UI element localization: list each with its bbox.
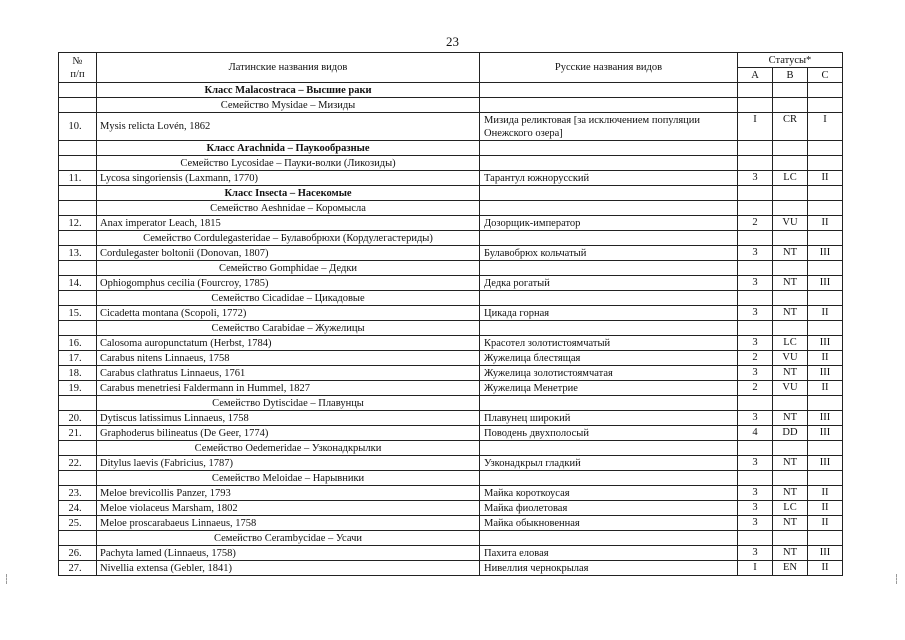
empty-num-cell [59,98,97,113]
empty-num-cell [59,141,97,156]
species-row [59,216,843,231]
row-number: 22. [59,456,97,471]
family-header-row [59,396,843,411]
empty-status-cell [808,441,843,456]
family-header-row [59,291,843,306]
status-b: NT [773,486,808,501]
russian-name: Пахита еловая [480,546,738,561]
status-b: NT [773,456,808,471]
status-c: III [808,336,843,351]
latin-name: Calosoma auropunctatum (Herbst, 1784) [97,336,480,351]
empty-status-cell [808,201,843,216]
status-a: 3 [738,516,773,531]
empty-status-cell [773,531,808,546]
empty-status-cell [738,141,773,156]
empty-russian-cell [480,531,738,546]
latin-name: Ophiogomphus cecilia (Fourcroy, 1785) [97,276,480,291]
empty-status-cell [773,186,808,201]
russian-name: Узконадкрыл гладкий [480,456,738,471]
class-header-row [59,83,843,98]
latin-name: Meloe violaceus Marsham, 1802 [97,501,480,516]
header-status-b: В [773,68,808,83]
status-a: 3 [738,546,773,561]
empty-russian-cell [480,471,738,486]
empty-num-cell [59,531,97,546]
status-a: I [738,561,773,576]
russian-name: Жужелица золотистоямчатая [480,366,738,381]
empty-status-cell [738,231,773,246]
status-a: 3 [738,246,773,261]
russian-name: Жужелица Менетрие [480,381,738,396]
family-header-row [59,98,843,113]
status-c: III [808,276,843,291]
latin-name: Cordulegaster boltonii (Donovan, 1807) [97,246,480,261]
row-number: 25. [59,516,97,531]
family-title: Семейство Cicadidae – Цикадовые [97,291,480,306]
empty-status-cell [808,141,843,156]
status-b: DD [773,426,808,441]
row-number: 24. [59,501,97,516]
empty-status-cell [738,471,773,486]
family-header-row [59,261,843,276]
empty-status-cell [738,531,773,546]
russian-name: Майка обыкновенная [480,516,738,531]
empty-status-cell [773,261,808,276]
empty-status-cell [808,98,843,113]
empty-status-cell [808,531,843,546]
status-c: II [808,486,843,501]
page-number: 23 [446,34,459,49]
empty-num-cell [59,321,97,336]
empty-russian-cell [480,156,738,171]
status-b: EN [773,561,808,576]
empty-status-cell [773,201,808,216]
status-b: CR [773,113,808,141]
species-row [59,351,843,366]
status-c: III [808,456,843,471]
empty-num-cell [59,186,97,201]
row-number: 15. [59,306,97,321]
header-status-a: А [738,68,773,83]
species-row [59,171,843,186]
russian-name: Поводень двухполосый [480,426,738,441]
header-num: № п/п [59,53,97,83]
status-c: II [808,516,843,531]
empty-russian-cell [480,186,738,201]
species-row [59,246,843,261]
class-header-row [59,186,843,201]
status-b: VU [773,381,808,396]
status-b: LC [773,501,808,516]
species-row [59,501,843,516]
empty-status-cell [738,396,773,411]
empty-russian-cell [480,261,738,276]
empty-status-cell [808,186,843,201]
row-number: 26. [59,546,97,561]
status-b: NT [773,246,808,261]
status-a: 2 [738,351,773,366]
status-c: III [808,246,843,261]
row-number: 27. [59,561,97,576]
row-number: 23. [59,486,97,501]
empty-num-cell [59,83,97,98]
status-b: LC [773,171,808,186]
status-b: NT [773,546,808,561]
family-header-row [59,441,843,456]
species-row [59,486,843,501]
status-a: I [738,113,773,141]
empty-russian-cell [480,291,738,306]
family-title: Семейство Lycosidae – Пауки-волки (Ликозиды) [97,156,480,171]
class-title: Класс Malacostraca – Высшие раки [97,83,480,98]
header-statuses: Статусы* [738,53,843,68]
status-b: LC [773,336,808,351]
row-number: 11. [59,171,97,186]
row-number: 19. [59,381,97,396]
family-title: Семейство Cerambycidae – Усачи [97,531,480,546]
empty-status-cell [738,441,773,456]
status-c: II [808,501,843,516]
status-c: II [808,306,843,321]
empty-russian-cell [480,396,738,411]
status-a: 3 [738,501,773,516]
russian-name: Цикада горная [480,306,738,321]
empty-russian-cell [480,441,738,456]
status-c: II [808,351,843,366]
empty-status-cell [738,201,773,216]
empty-num-cell [59,156,97,171]
status-a: 3 [738,411,773,426]
russian-name: Майка короткоусая [480,486,738,501]
latin-name: Carabus clathratus Linnaeus, 1761 [97,366,480,381]
empty-num-cell [59,201,97,216]
status-b: VU [773,351,808,366]
status-c: II [808,381,843,396]
family-header-row [59,531,843,546]
species-row [59,366,843,381]
row-number: 17. [59,351,97,366]
margin-mark-left [6,574,11,584]
family-title: Семейство Meloidae – Нарывники [97,471,480,486]
empty-status-cell [773,321,808,336]
family-header-row [59,201,843,216]
row-number: 18. [59,366,97,381]
status-a: 4 [738,426,773,441]
latin-name: Lycosa singoriensis (Laxmann, 1770) [97,171,480,186]
status-b: VU [773,216,808,231]
latin-name: Cicadetta montana (Scopoli, 1772) [97,306,480,321]
header-status-c: С [808,68,843,83]
status-b: NT [773,516,808,531]
empty-num-cell [59,291,97,306]
family-header-row [59,156,843,171]
header-russian-names: Русские названия видов [480,53,738,83]
empty-num-cell [59,441,97,456]
species-row [59,276,843,291]
status-b: NT [773,366,808,381]
russian-name: Булавобрюх кольчатый [480,246,738,261]
latin-name: Pachyta lamed (Linnaeus, 1758) [97,546,480,561]
species-row [59,411,843,426]
table-header-row [59,53,843,68]
species-row [59,516,843,531]
family-title: Семейство Aeshnidae – Коромысла [97,201,480,216]
empty-status-cell [808,291,843,306]
status-c: I [808,113,843,141]
row-number: 20. [59,411,97,426]
species-row [59,546,843,561]
empty-russian-cell [480,201,738,216]
empty-status-cell [738,321,773,336]
species-row [59,113,843,141]
status-b: NT [773,276,808,291]
empty-russian-cell [480,83,738,98]
row-number: 21. [59,426,97,441]
russian-name: Майка фиолетовая [480,501,738,516]
empty-status-cell [738,261,773,276]
species-row [59,306,843,321]
empty-status-cell [808,156,843,171]
russian-name: Красотел золотистоямчатый [480,336,738,351]
family-title: Семейство Cordulegasteridae – Булавобрюхи (Кордулегастериды) [97,231,480,246]
family-title: Семейство Oedemeridae – Узконадкрылки [97,441,480,456]
status-c: II [808,171,843,186]
status-c: III [808,411,843,426]
status-b: NT [773,411,808,426]
row-number: 12. [59,216,97,231]
russian-name: Плавунец широкий [480,411,738,426]
status-a: 3 [738,486,773,501]
empty-num-cell [59,231,97,246]
empty-status-cell [773,441,808,456]
row-number: 13. [59,246,97,261]
species-row [59,381,843,396]
status-c: III [808,546,843,561]
empty-status-cell [773,141,808,156]
empty-russian-cell [480,141,738,156]
empty-russian-cell [480,321,738,336]
latin-name: Meloe brevicollis Panzer, 1793 [97,486,480,501]
empty-status-cell [808,321,843,336]
empty-status-cell [738,98,773,113]
empty-status-cell [738,291,773,306]
empty-status-cell [773,291,808,306]
empty-status-cell [808,231,843,246]
russian-name: Тарантул южнорусский [480,171,738,186]
class-header-row [59,141,843,156]
row-number: 14. [59,276,97,291]
latin-name: Carabus nitens Linnaeus, 1758 [97,351,480,366]
empty-status-cell [808,396,843,411]
status-b: NT [773,306,808,321]
empty-status-cell [773,83,808,98]
species-table [58,52,843,576]
status-a: 3 [738,366,773,381]
row-number: 16. [59,336,97,351]
latin-name: Mysis relicta Lovén, 1862 [97,113,480,141]
header-latin-names: Латинские названия видов [97,53,480,83]
family-header-row [59,471,843,486]
empty-status-cell [773,396,808,411]
russian-name: Мизида реликтовая [за исключением популяции Онежского озера] [480,113,738,141]
latin-name: Graphoderus bilineatus (De Geer, 1774) [97,426,480,441]
latin-name: Dytiscus latissimus Linnaeus, 1758 [97,411,480,426]
empty-status-cell [773,471,808,486]
status-a: 2 [738,216,773,231]
status-a: 3 [738,456,773,471]
species-row [59,426,843,441]
species-row [59,336,843,351]
status-c: III [808,366,843,381]
status-c: III [808,426,843,441]
empty-russian-cell [480,231,738,246]
empty-status-cell [738,186,773,201]
empty-russian-cell [480,98,738,113]
russian-name: Дедка рогатый [480,276,738,291]
status-a: 3 [738,306,773,321]
family-header-row [59,231,843,246]
empty-status-cell [808,471,843,486]
status-c: II [808,216,843,231]
status-a: 3 [738,171,773,186]
table-body [59,83,843,576]
species-row [59,561,843,576]
empty-status-cell [738,83,773,98]
empty-num-cell [59,396,97,411]
empty-status-cell [808,83,843,98]
empty-status-cell [773,98,808,113]
empty-status-cell [773,231,808,246]
family-title: Семейство Gomphidae – Дедки [97,261,480,276]
empty-status-cell [738,156,773,171]
family-title: Семейство Carabidae – Жужелицы [97,321,480,336]
family-header-row [59,321,843,336]
status-a: 3 [738,276,773,291]
class-title: Класс Arachnida – Паукообразные [97,141,480,156]
status-a: 3 [738,336,773,351]
family-title: Семейство Dytiscidae – Плавунцы [97,396,480,411]
species-row [59,456,843,471]
status-a: 2 [738,381,773,396]
empty-num-cell [59,471,97,486]
russian-name: Нивеллия чернокрылая [480,561,738,576]
family-title: Семейство Mysidae – Мизиды [97,98,480,113]
class-title: Класс Insecta – Насекомые [97,186,480,201]
russian-name: Жужелица блестящая [480,351,738,366]
row-number: 10. [59,113,97,141]
empty-status-cell [808,261,843,276]
margin-mark-right [896,574,901,584]
latin-name: Ditylus laevis (Fabricius, 1787) [97,456,480,471]
latin-name: Meloe proscarabaeus Linnaeus, 1758 [97,516,480,531]
empty-status-cell [773,156,808,171]
latin-name: Anax imperator Leach, 1815 [97,216,480,231]
status-c: II [808,561,843,576]
empty-num-cell [59,261,97,276]
russian-name: Дозорщик-император [480,216,738,231]
latin-name: Nivellia extensa (Gebler, 1841) [97,561,480,576]
latin-name: Carabus menetriesi Faldermann in Hummel, 1827 [97,381,480,396]
